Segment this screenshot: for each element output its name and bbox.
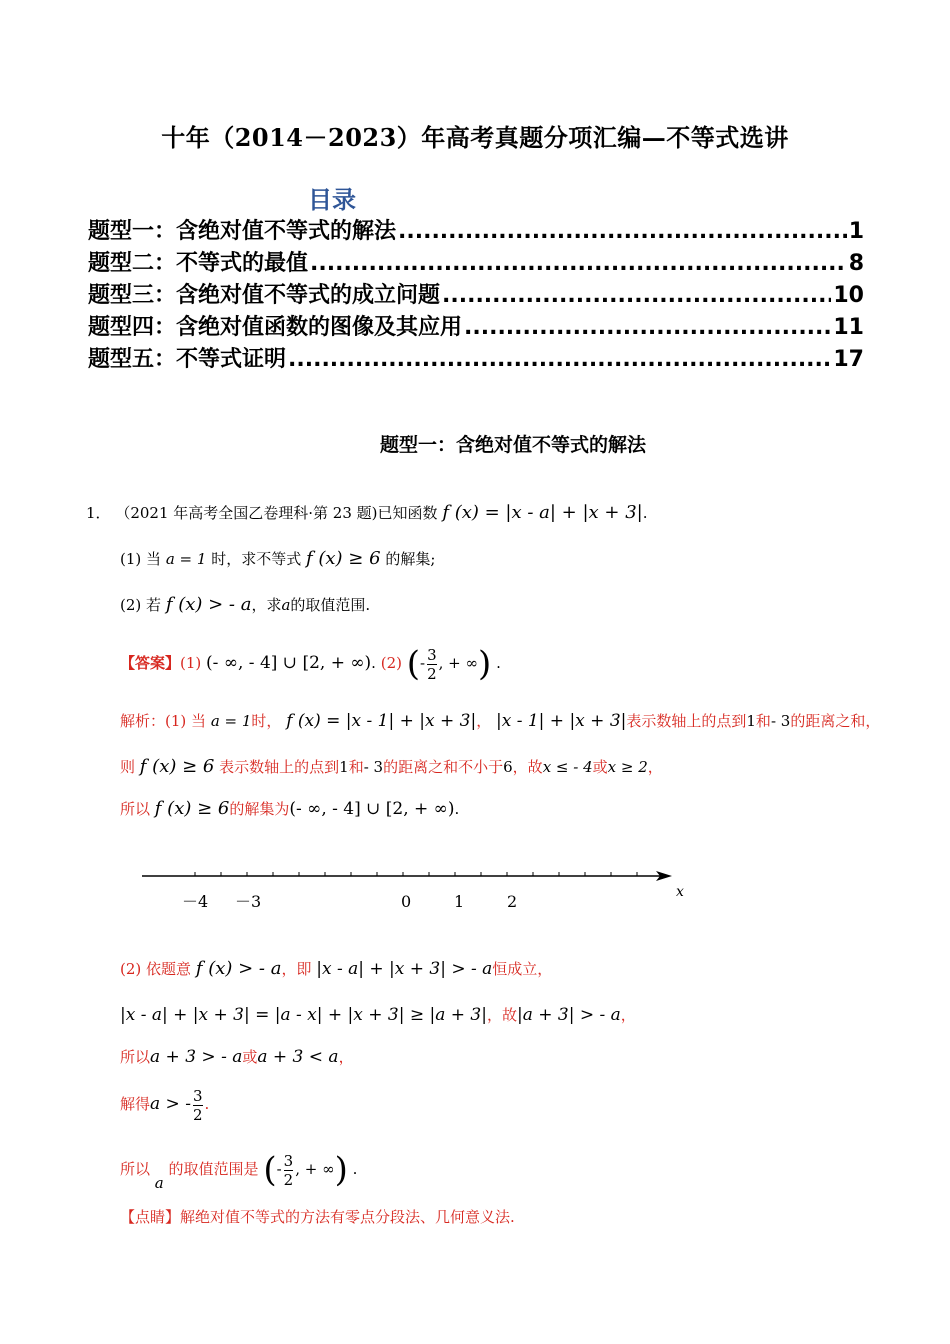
text: 表示数轴上的点到 [219, 758, 340, 776]
answer-sep: . [371, 654, 376, 672]
part2-end: 的取值范围. [290, 596, 371, 614]
problem-number: 1． [86, 504, 111, 522]
text: 表示数轴上的点到 [626, 712, 747, 730]
solution-line-1 [120, 710, 880, 731]
answer-p1-label: (1) [180, 654, 202, 672]
text: ，故 [486, 1006, 517, 1024]
part2-var: a [281, 596, 291, 614]
text: . [204, 1095, 210, 1113]
axis-label: －4 [182, 892, 209, 911]
text: ， [620, 1006, 636, 1024]
math: |x - a| + |x + 3| = |a - x| + |x + 3| ≥ |a + 3| [120, 1005, 487, 1025]
toc-entry-page: 1 [848, 219, 864, 244]
fraction [284, 1152, 294, 1189]
fraction-denominator: 2 [192, 1105, 203, 1124]
toc-entry[interactable] [88, 214, 864, 246]
fraction-numerator: 3 [192, 1086, 203, 1105]
part1-prefix: (1) 当 [120, 550, 162, 568]
problem-stem [86, 502, 648, 523]
interval-tail: , + ∞ [295, 1160, 335, 1178]
text: 所以 [120, 1160, 151, 1178]
math: a = 1 [210, 712, 252, 730]
text: 则 [120, 758, 136, 776]
interval-neg: - [276, 1160, 282, 1178]
math: |x - 1| + |x + 3| [495, 711, 627, 731]
note-text: 解绝对值不等式的方法有零点分段法、几何意义法. [180, 1208, 515, 1226]
math: |x - a| + |x + 3| > - a [316, 959, 493, 979]
math: x ≤ - 4 [542, 758, 593, 776]
answer-p2-neg: - [420, 654, 426, 672]
math: f (x) ≥ 6 [154, 798, 230, 819]
fraction-numerator: 3 [427, 645, 437, 664]
toc-entry-label: 题型三：含绝对值不等式的成立问题 [88, 283, 441, 308]
math: - 3 [363, 758, 384, 776]
toc-entry[interactable] [88, 246, 864, 278]
answer-p1-value: (- ∞, - 4] ∪ [2, + ∞) [206, 653, 372, 673]
problem-part-2 [120, 594, 370, 615]
axis-label: 1 [454, 892, 465, 911]
toc-entry-label: 题型二：不等式的最值 [88, 251, 309, 276]
text: 的取值范围是 [168, 1160, 259, 1178]
math: f (x) ≥ 6 [139, 756, 215, 777]
math: a + 3 < a [257, 1047, 339, 1067]
text: 时， [251, 712, 282, 730]
part2-formula: f (x) > - a [165, 594, 252, 615]
solution-line-8 [120, 1144, 357, 1194]
toc-entry-page: 10 [833, 283, 864, 308]
toc-entry-label: 题型五：不等式证明 [88, 347, 287, 372]
text: ，故 [512, 758, 543, 776]
stem-prefix: 已知函数 [377, 504, 438, 522]
solution-line-3 [120, 798, 459, 819]
text: ， [647, 758, 663, 776]
text: 恒成立， [492, 960, 553, 978]
answer-line [120, 638, 501, 688]
text: . [454, 800, 460, 818]
table-of-contents [88, 214, 864, 374]
solution-line-4 [120, 958, 552, 979]
fraction [193, 1087, 203, 1124]
text: ，即 [281, 960, 312, 978]
text: 解得 [120, 1095, 151, 1113]
text: 和 [755, 712, 771, 730]
stem-end: . [642, 504, 648, 522]
note-tag: 【点睛】 [120, 1208, 181, 1226]
toc-dot-leader [310, 251, 847, 276]
right-paren: ) [334, 1150, 348, 1190]
fraction [427, 646, 437, 683]
part1-end: 的解集; [385, 550, 436, 568]
math: a + 3 > - a [150, 1047, 243, 1067]
axis-label: －3 [235, 892, 262, 911]
part2-mid: ，求 [251, 596, 282, 614]
axis-variable: x [676, 884, 684, 900]
text: . [352, 1160, 358, 1178]
text: 或 [592, 758, 608, 776]
axis-label: 2 [507, 892, 518, 911]
part2-prefix: (2) 若 [120, 596, 162, 614]
math: f (x) > - a [195, 958, 282, 979]
problem-source: （2021 年高考全国乙卷理科·第 23 题) [115, 504, 378, 522]
math: f (x) = |x - 1| + |x + 3| [286, 711, 477, 731]
part1-condition: a = 1 [165, 550, 207, 568]
toc-entry-label: 题型四：含绝对值函数的图像及其应用 [88, 315, 463, 340]
toc-entry[interactable] [88, 342, 864, 374]
text: 所以 [120, 800, 151, 818]
solution-line-7 [120, 1082, 209, 1126]
left-paren: ( [263, 1150, 277, 1190]
math: 6 [503, 758, 513, 776]
toc-heading: 目录 [308, 186, 356, 214]
text: 的距离之和不小于 [383, 758, 504, 776]
solution-line-6 [120, 1046, 354, 1067]
text: (2) 依题意 [120, 960, 192, 978]
problem-part-1 [120, 548, 435, 569]
answer-tag: 【答案】 [120, 654, 181, 672]
right-paren: ) [478, 644, 492, 684]
toc-entry-page: 11 [833, 315, 864, 340]
text: 解析：(1) 当 [120, 712, 207, 730]
toc-dot-leader [288, 347, 831, 372]
text: ， [476, 712, 492, 730]
solution-line-2 [120, 756, 663, 777]
toc-dot-leader [464, 315, 831, 340]
fraction-denominator: 2 [283, 1170, 294, 1189]
text: 的解集为 [229, 800, 290, 818]
math: - 3 [770, 712, 791, 730]
math: a > - [150, 1094, 191, 1114]
fraction-numerator: 3 [283, 1151, 294, 1170]
left-paren: ( [406, 644, 421, 684]
toc-entry-page: 17 [833, 347, 864, 372]
toc-entry[interactable] [88, 278, 864, 310]
text: 的距离之和， [790, 712, 881, 730]
solution-note [120, 1206, 515, 1227]
toc-entry[interactable] [88, 310, 864, 342]
text: 和 [348, 758, 364, 776]
answer-p2-label: (2) [380, 654, 402, 672]
math: a [154, 1174, 164, 1192]
math: 1 [746, 712, 756, 730]
document-title: 十年（2014－2023）年高考真题分项汇编—不等式选讲 [161, 123, 789, 152]
stem-formula: f (x) = |x - a| + |x + 3| [442, 502, 643, 523]
toc-entry-page: 8 [848, 251, 864, 276]
fraction-denominator: 2 [427, 664, 437, 683]
math: x ≥ 2 [607, 758, 648, 776]
axis-label: 0 [401, 892, 412, 911]
text: 或 [242, 1048, 258, 1066]
toc-entry-label: 题型一：含绝对值不等式的解法 [88, 219, 397, 244]
toc-dot-leader [398, 219, 847, 244]
math: 1 [339, 758, 349, 776]
answer-p2-tail: , + ∞ [438, 654, 479, 672]
text: ， [338, 1048, 354, 1066]
part1-mid: 时，求不等式 [211, 550, 302, 568]
interval-expression [263, 1150, 348, 1190]
text: 所以 [120, 1048, 151, 1066]
math: (- ∞, - 4] ∪ [2, + ∞) [289, 799, 455, 819]
answer-end: . [496, 654, 501, 672]
number-line-figure [140, 860, 700, 920]
toc-dot-leader [442, 283, 831, 308]
part1-formula: f (x) ≥ 6 [305, 548, 381, 569]
solution-line-5 [120, 1004, 636, 1025]
section-title: 题型一：含绝对值不等式的解法 [379, 434, 646, 456]
math: |a + 3| > - a [516, 1005, 621, 1025]
